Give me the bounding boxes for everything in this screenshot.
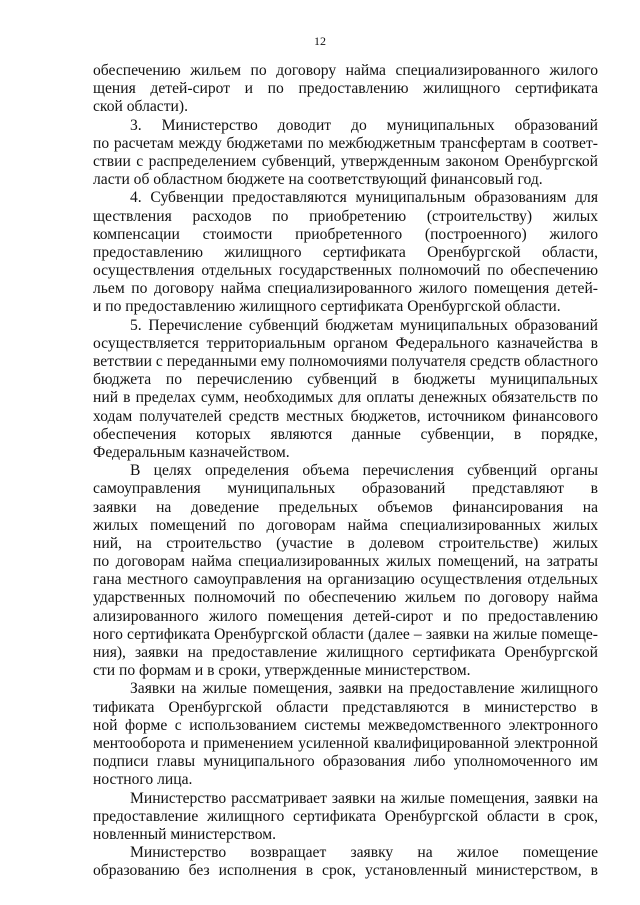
text-line: Заявки на жилые помещения, заявки на предоставление жилищного xyxy=(130,680,598,698)
text-line: 3. Министерство доводит до муниципальных образований xyxy=(130,116,598,134)
text-line: Министерство возвращает заявку на жилое помещение xyxy=(130,844,598,862)
text-line: ласти об областном бюджете на соответствующий финансовый год. xyxy=(93,171,543,189)
text-line: ализированного жилого помещения детей-сирот и по предоставлению xyxy=(93,607,598,625)
text-line: и по предоставлению жилищного сертификата Оренбургской области. xyxy=(93,298,561,316)
text-line: предоставление жилищного сертификата Оренбургской области в срок, xyxy=(93,807,598,825)
text-line: образованию без исполнения в срок, установленный министерством, в xyxy=(93,862,598,880)
text-line: осуществляется территориальным органом Федерального казначейства в xyxy=(93,334,598,352)
text-line: ходам получателей средств местных бюджетов, источником финансового xyxy=(93,407,598,425)
text-line: ной форме с использованием системы межведомственного электронного xyxy=(93,716,598,734)
text-line: ударственных полномочий по обеспечению жильем по договору найма xyxy=(93,589,598,607)
text-line: ветствии с переданными ему полномочиями получателя средств областного xyxy=(93,353,598,370)
paragraph xyxy=(93,844,598,880)
text-line: ного сертификата Оренбургской области (далее – заявки на жилые помеще- xyxy=(93,625,598,643)
text-line: Министерство рассматривает заявки на жилые помещения, заявки на xyxy=(130,789,598,807)
text-line: В целях определения объема перечисления субвенций органы xyxy=(130,462,598,480)
text-line: компенсации стоимости приобретенного (построенного) жилого xyxy=(93,225,598,243)
text-line: новленный министерством. xyxy=(93,825,277,843)
text-line: льем по договору найма специализированного жилого помещения детей- xyxy=(93,280,598,298)
text-line: ществления расходов по приобретению (строительству) жилых xyxy=(93,207,598,225)
text-line: щения детей-сирот и по предоставлению жилищного сертификата xyxy=(93,80,598,98)
paragraph xyxy=(93,680,598,789)
text-line: жилых помещений по договорам найма специализированных жилых xyxy=(93,516,598,534)
paragraph xyxy=(93,790,598,845)
text-line: ний в пределах сумм, необходимых для оплаты денежных обязательств по xyxy=(93,389,598,407)
text-line: подписи главы муниципального образования либо уполномоченного им xyxy=(93,753,598,771)
text-line: ской области). xyxy=(93,98,188,116)
paragraph xyxy=(93,62,598,117)
text-line: 5. Перечисление субвенций бюджетам муниципальных образований xyxy=(130,316,598,334)
text-line: ний, на строительство (участие в долевом строительстве) жилых xyxy=(93,534,598,552)
document-body xyxy=(93,62,598,880)
text-line: ностного лица. xyxy=(93,771,193,789)
text-line: ния), заявки на предоставление жилищного сертификата Оренбургской xyxy=(93,644,598,661)
paragraph xyxy=(93,317,598,463)
paragraph xyxy=(93,189,598,316)
paragraph xyxy=(93,117,598,190)
text-line: ствии с распределением субвенций, утвержденным законом Оренбургской xyxy=(93,152,598,170)
text-line: осуществления отдельных государственных полномочий по обеспечению xyxy=(93,262,598,280)
text-line: заявки на доведение предельных объемов финансирования на xyxy=(93,498,598,516)
text-line: обеспечению жильем по договору найма специализированного жилого xyxy=(93,62,598,79)
text-line: 4. Субвенции предоставляются муниципальным образованиям для xyxy=(130,189,598,207)
text-line: самоуправления муниципальных образований представляют в xyxy=(93,480,598,498)
text-line: по договорам найма специализированных жилых помещений, на затраты xyxy=(93,553,598,571)
text-line: предоставлению жилищного сертификата Оренбургской области, xyxy=(93,243,598,261)
text-line: ментооборота и применением усиленной квалифицированной электронной xyxy=(93,734,598,752)
text-line: по расчетам между бюджетами по межбюджетным трансфертам в соответ- xyxy=(93,134,598,152)
text-line: гана местного самоуправления на организацию осуществления отдельных xyxy=(93,571,598,589)
paragraph xyxy=(93,462,598,680)
text-line: обеспечения которых являются данные субвенции, в порядке, xyxy=(93,425,598,443)
text-line: тификата Оренбургской области представляются в министерство в xyxy=(93,698,598,716)
text-line: сти по формам и в сроки, утвержденные министерством. xyxy=(93,662,471,680)
text-line: Федеральным казначейством. xyxy=(93,443,290,461)
text-line: бюджета по перечислению субвенций в бюджеты муниципальных xyxy=(93,371,598,389)
page-number: 12 xyxy=(314,34,326,48)
